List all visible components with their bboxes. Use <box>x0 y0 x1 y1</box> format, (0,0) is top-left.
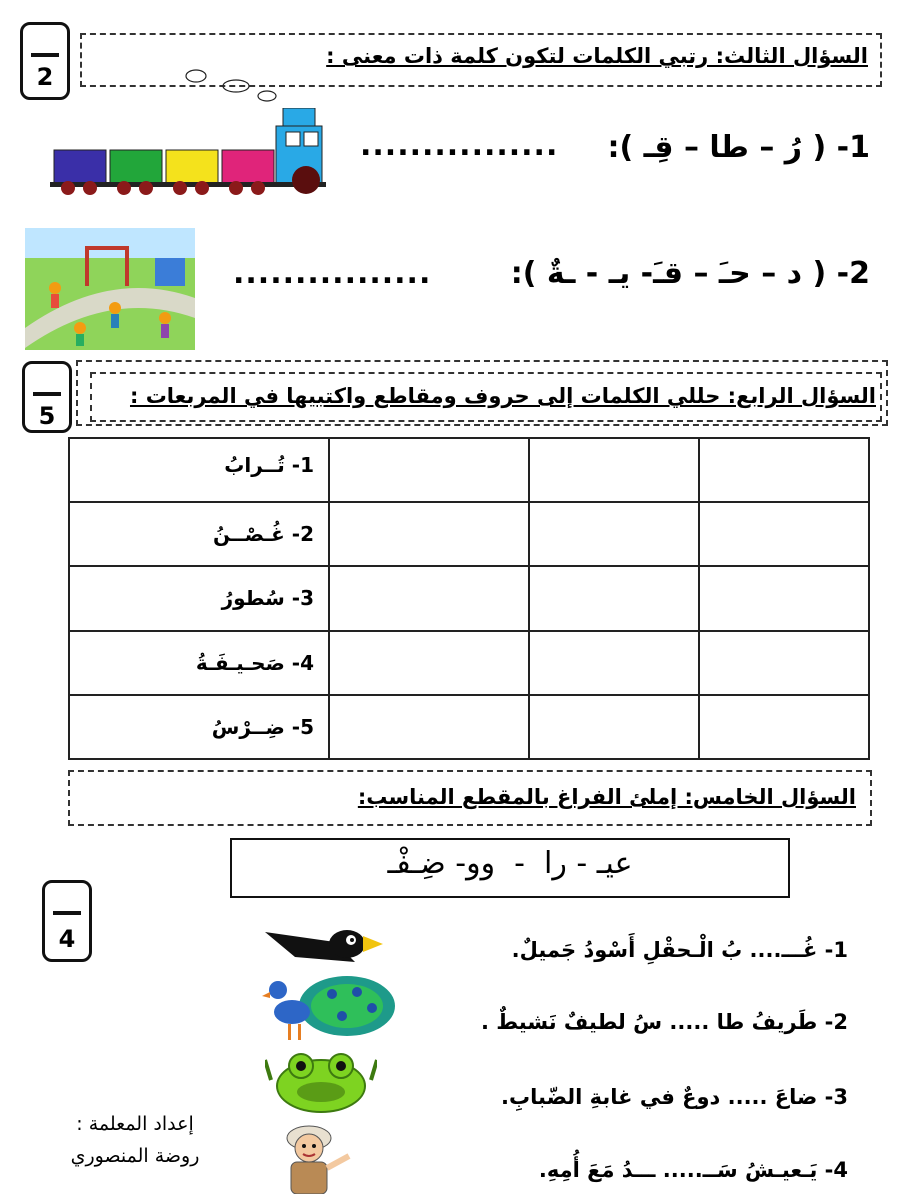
table-row <box>69 631 869 695</box>
q5-sentence-1: 1- غُـــ.... بُ الْـحقْلِ أَسْودُ جَميلٌ. <box>511 938 848 962</box>
crow-icon <box>265 922 385 972</box>
score-box-q4 <box>22 361 72 433</box>
score-value: 2 <box>36 63 54 91</box>
table-row <box>69 566 869 630</box>
teacher-name: روضة المنصوري <box>70 1145 200 1167</box>
frog-icon <box>265 1050 377 1114</box>
score-box-q5 <box>42 880 92 962</box>
word-cell: 4- صَحـيـفَـةُ <box>69 631 329 695</box>
score-value: 4 <box>58 925 76 953</box>
q4-title: السؤال الرابع: حللي الكلمات إلى حروف ومقاطع واكتبيها في المربعات : <box>129 384 876 408</box>
answer-cell[interactable] <box>529 695 699 759</box>
answer-cell[interactable] <box>699 695 869 759</box>
q5-sentence-2: 2- طَريفُ طا ..... سُ لطيفٌ نَشيطٌ . <box>480 1010 848 1034</box>
q5-sentence-3: 3- ضاعَ ..... دوعٌ في غابةِ الضّبابِ. <box>501 1085 848 1109</box>
answer-cell[interactable] <box>329 502 529 566</box>
q3-item-2-blank[interactable]: ................ <box>233 256 432 291</box>
thought-bubbles-icon <box>180 66 280 106</box>
word-cell: 5- ضِــرْسُ <box>69 695 329 759</box>
answer-cell[interactable] <box>699 566 869 630</box>
q3-item-2: 2- ( د – حـَ – قـَ- يـ - ـةٌ ): <box>510 256 870 291</box>
answer-cell[interactable] <box>529 438 699 502</box>
answer-cell[interactable] <box>699 631 869 695</box>
answer-cell[interactable] <box>699 438 869 502</box>
table-row <box>69 695 869 759</box>
playground-picture-icon <box>25 228 195 350</box>
answer-cell[interactable] <box>529 631 699 695</box>
q5-sentence-4: 4- يَـعيـشُ سَــ..... ـــدُ مَعَ أُمِهِ. <box>538 1158 848 1182</box>
word-cell: 2- غُـصْــنُ <box>69 502 329 566</box>
peacock-icon <box>262 972 397 1044</box>
answer-cell[interactable] <box>329 695 529 759</box>
word-cell: 1- تُــرابُ <box>69 438 329 502</box>
answer-cell[interactable] <box>699 502 869 566</box>
score-box-q3 <box>20 22 70 100</box>
boy-icon <box>265 1122 355 1194</box>
options-text: عيـ - را - وو- ضِـفْـ <box>387 846 633 881</box>
word-cell: 3- سُطورُ <box>69 566 329 630</box>
answer-cell[interactable] <box>529 502 699 566</box>
credit-label: إعداد المعلمة : <box>76 1113 194 1135</box>
q3-item-1-blank[interactable]: ................ <box>360 128 559 163</box>
table-row <box>69 438 869 502</box>
answer-cell[interactable] <box>329 566 529 630</box>
answer-cell[interactable] <box>329 438 529 502</box>
analysis-table <box>68 437 870 760</box>
score-value: 5 <box>38 402 56 430</box>
table-row <box>69 502 869 566</box>
answer-cell[interactable] <box>329 631 529 695</box>
answer-cell[interactable] <box>529 566 699 630</box>
q3-item-1: 1- ( رُ – طا – قِـ ): <box>607 130 870 165</box>
train-illustration-icon <box>50 108 330 196</box>
q3-title: السؤال الثالث: رتبي الكلمات لتكون كلمة ذات معنى : <box>326 44 868 68</box>
q5-title: السؤال الخامس: إملئ الفراغ بالمقطع المناسب: <box>357 785 856 809</box>
teacher-credit <box>30 1108 240 1172</box>
